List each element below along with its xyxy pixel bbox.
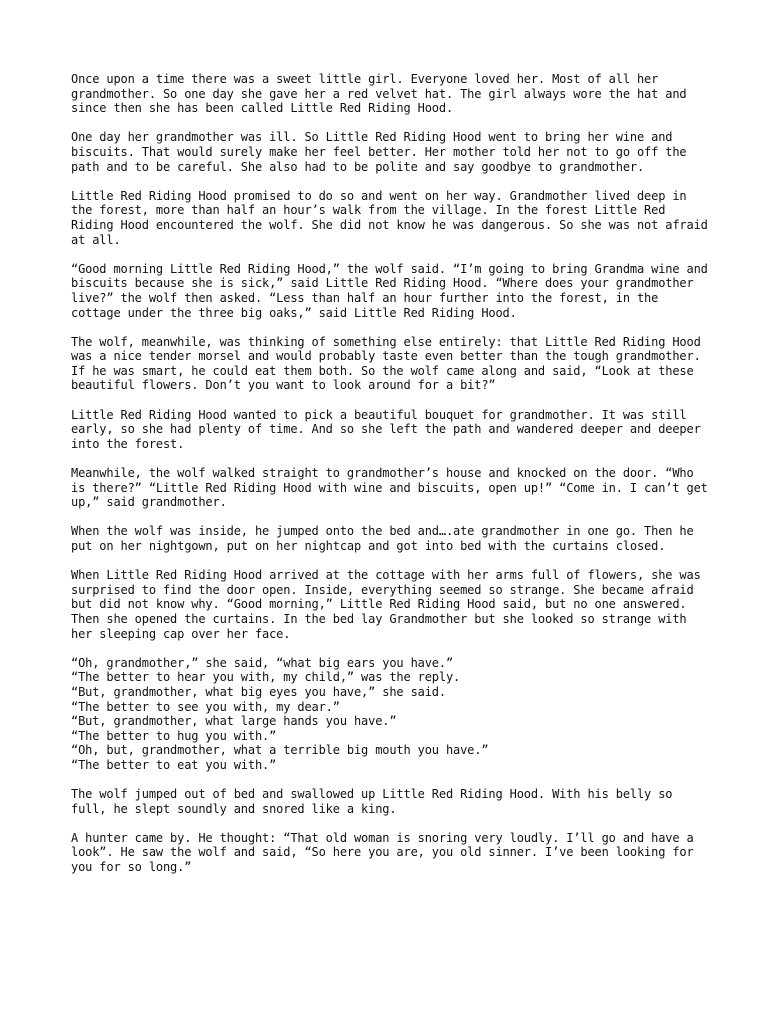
story-paragraph-4: “Good morning Little Red Riding Hood,” the wolf said. “I’m going to bring Grandma wine and biscuits because she is sick,” said Little Red Riding Hood. “Where does your grandmother live?” the wolf then asked. “Less than half an hour further into the forest, in the cottage under the three big oaks,” said Little Red Riding Hood. xyxy=(71,261,708,320)
dialogue-line: “The better to hug you with.” xyxy=(71,728,277,743)
dialogue-line: “But, grandmother, what big eyes you have,” she said. xyxy=(71,684,446,699)
document-page xyxy=(71,72,711,889)
dialogue-block xyxy=(71,656,711,773)
story-paragraph-2: One day her grandmother was ill. So Little Red Riding Hood went to bring her wine and biscuits. That would surely make her feel better. Her mother told her not to go off the path and to be careful. She also had to be polite and say goodbye to grandmother. xyxy=(71,130,687,174)
story-paragraph-5: The wolf, meanwhile, was thinking of something else entirely: that Little Red Riding Hood was a nice tender morsel and would probably taste even better than the tough grandmother. If he was smart, he could eat them both. So the wolf came along and said, “Look at these beautiful flowers. Don’t you want to look around for a bit?” xyxy=(71,334,701,393)
story-paragraph-11: A hunter came by. He thought: “That old woman is snoring very loudly. I’ll go and have a look”. He saw the wolf and said, “So here you are, you old sinner. I’ve been looking for you for so long.” xyxy=(71,830,694,875)
story-paragraph-8: When the wolf was inside, he jumped onto the bed and….ate grandmother in one go. Then he put on her nightgown, put on her nightcap and got into bed with the curtains closed. xyxy=(71,524,694,553)
dialogue-line: “Oh, but, grandmother, what a terrible big mouth you have.” xyxy=(71,743,489,758)
dialogue-line: “The better to eat you with.” xyxy=(71,757,277,772)
story-paragraph-9: When Little Red Riding Hood arrived at the cottage with her arms full of flowers, she was surprised to find the door open. Inside, everything seemed so strange. She became afraid but did not know why. “Good morning,” Little Red Riding Hood said, but no one answered. Then she opened the curtains. In the bed lay Grandmother but she looked so strange with her sleeping cap over her face. xyxy=(71,568,701,641)
story-paragraph-7: Meanwhile, the wolf walked straight to grandmother’s house and knocked on the door. “Who is there?” “Little Red Riding Hood with wine and biscuits, open up!” “Come in. I can’t get up,” said grandmother. xyxy=(71,466,708,510)
story-paragraph-6: Little Red Riding Hood wanted to pick a beautiful bouquet for grandmother. It was still early, so she had plenty of time. And so she left the path and wandered deeper and deeper into the forest. xyxy=(71,407,701,451)
dialogue-line: “The better to see you with, my dear.” xyxy=(71,699,340,714)
dialogue-line: “The better to hear you with, my child,” was the reply. xyxy=(71,670,461,685)
dialogue-line: “Oh, grandmother,” she said, “what big ears you have.” xyxy=(71,655,454,670)
story-paragraph-3: Little Red Riding Hood promised to do so and went on her way. Grandmother lived deep in the forest, more than half an hour’s walk from the village. In the forest Little Red Riding Hood encountered the wolf. She did not know he was dangerous. So she was not afraid at all. xyxy=(71,188,708,247)
story-paragraph-10: The wolf jumped out of bed and swallowed up Little Red Riding Hood. With his belly so full, he slept soundly and snored like a king. xyxy=(71,787,673,816)
dialogue-line: “But, grandmother, what large hands you have.” xyxy=(71,714,397,729)
story-paragraph-1: Once upon a time there was a sweet little girl. Everyone loved her. Most of all her grandmother. So one day she gave her a red velvet hat. The girl always wore the hat and since then she has been called Little Red Riding Hood. xyxy=(71,72,687,116)
